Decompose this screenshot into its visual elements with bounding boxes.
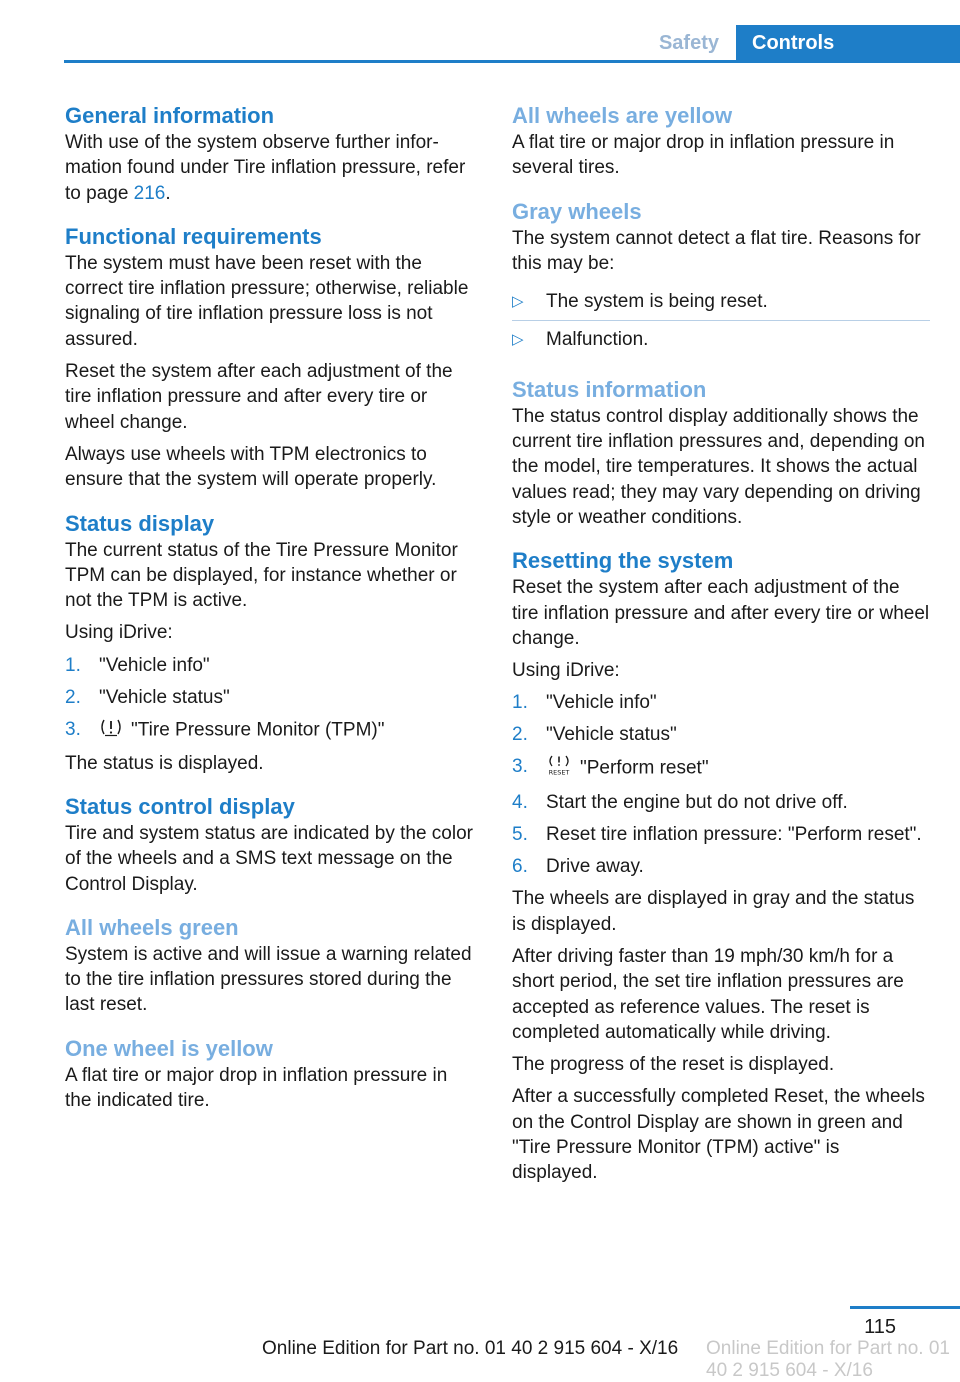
step-text: "Vehicle status" bbox=[546, 724, 677, 746]
header-chapter-tab: Controls bbox=[736, 25, 960, 61]
edition-line: Online Edition for Part no. 01 40 2 915 604 - X/16 bbox=[262, 1338, 679, 1359]
section-title-all-wheels-yellow: All wheels are yellow bbox=[512, 103, 733, 128]
page-number: 115 bbox=[864, 1316, 896, 1338]
list-item bbox=[65, 717, 477, 744]
one-wheel-yellow-paragraph: A flat tire or major drop in inflation pressure in the indicated tire. bbox=[65, 1064, 448, 1112]
status-display-paragraph-1: The current status of the Tire Pressure Monitor TPM can be displayed, for instance whether or not the TPM is active. bbox=[65, 539, 458, 612]
watermark: Online Edition for Part no. 01 40 2 915 604 - X/16 bbox=[706, 1338, 950, 1381]
list-item bbox=[512, 790, 930, 815]
resetting-using-idrive: Using iDrive: bbox=[512, 660, 620, 682]
step-text: Drive away. bbox=[546, 856, 644, 878]
list-item bbox=[512, 690, 930, 715]
section-title-all-wheels-green: All wheels green bbox=[65, 914, 239, 940]
triangle-bullet-icon: ▷ bbox=[512, 331, 524, 349]
step-number: 5. bbox=[512, 824, 528, 846]
step-text: "Vehicle info" bbox=[99, 654, 210, 676]
list-item bbox=[512, 722, 930, 747]
step-number: 3. bbox=[512, 756, 528, 778]
tire-pressure-reset-icon bbox=[546, 754, 572, 783]
list-item bbox=[512, 754, 930, 783]
step-text: Start the engine but do not drive off. bbox=[546, 792, 848, 814]
step-number: 3. bbox=[65, 718, 81, 740]
reset-icon-label: RESET bbox=[548, 768, 570, 777]
status-information-paragraph: The status control display additionally shows the current tire inflation pressures and, depending on the model, tire temperatures. It shows the actual values read; they may vary depending on driving style or weather conditions. bbox=[512, 405, 925, 528]
step-number: 1. bbox=[512, 692, 528, 714]
step-text: "Perform reset" bbox=[580, 758, 709, 780]
step-number: 2. bbox=[512, 724, 528, 746]
header-rule bbox=[64, 60, 960, 63]
resetting-paragraph-6: After a successfully completed Reset, the wheels on the Control Display are shown in green and "Tire Pressure Monitor (TPM) active" is displayed. bbox=[512, 1086, 925, 1184]
gray-wheels-paragraph: The system cannot detect a flat tire. Reasons for this may be: bbox=[512, 227, 921, 274]
gray-wheels-reasons-list bbox=[512, 283, 930, 359]
functional-requirements-paragraph-3: Always use wheels with TPM electronics to ensure that the system will operate properly. bbox=[65, 443, 437, 491]
step-text: Reset tire inflation pressure: "Perform reset". bbox=[546, 824, 922, 846]
list-item: ▷ The system is being reset. bbox=[512, 283, 930, 321]
step-text: "Vehicle status" bbox=[99, 686, 230, 708]
section-title-functional-requirements: Functional requirements bbox=[65, 223, 322, 249]
section-title-resetting-the-system: Resetting the system bbox=[512, 548, 734, 574]
functional-requirements-paragraph-2: Reset the system after each adjustment of the tire inflation pressure and after every tire or wheel change. bbox=[65, 361, 453, 433]
header-section-tab: Safety bbox=[658, 32, 719, 54]
resetting-paragraph-3: The wheels are displayed in gray and the status is displayed. bbox=[512, 888, 915, 935]
section-title-general-information: General information bbox=[65, 103, 275, 128]
triangle-bullet-icon: ▷ bbox=[512, 293, 524, 311]
list-item bbox=[512, 854, 930, 879]
list-item bbox=[512, 822, 930, 847]
list-item bbox=[65, 685, 477, 710]
list-item: ▷ Malfunction. bbox=[512, 321, 930, 358]
section-title-status-control-display: Status control display bbox=[65, 794, 295, 819]
step-number: 2. bbox=[65, 686, 81, 708]
functional-requirements-paragraph-1: The system must have been reset with the correct tire inflation pressure; otherwise, reliable signaling of tire inflation pressure loss is not assured. bbox=[65, 252, 469, 350]
step-text: "Vehicle info" bbox=[546, 692, 657, 714]
step-number: 1. bbox=[65, 654, 81, 676]
resetting-paragraph-1: Reset the system after each adjustment of the tire inflation pressure and after every tire or wheel change. bbox=[512, 577, 930, 649]
all-wheels-green-paragraph: System is active and will issue a warning related to the tire inflation pressures stored during the last reset. bbox=[65, 943, 472, 1016]
status-control-display-paragraph: Tire and system status are indicated by the color of the wheels and a SMS text message on the Control Display. bbox=[65, 823, 473, 895]
status-display-steps bbox=[65, 653, 477, 744]
list-item bbox=[65, 653, 477, 678]
page-reference-link[interactable]: 216 bbox=[133, 182, 166, 204]
left-column bbox=[65, 102, 477, 1113]
tire-pressure-warning-icon bbox=[99, 717, 123, 744]
section-title-status-information: Status information bbox=[512, 376, 707, 402]
resetting-steps bbox=[512, 690, 930, 879]
resetting-paragraph-5: The progress of the reset is displayed. bbox=[512, 1054, 835, 1076]
section-title-gray-wheels: Gray wheels bbox=[512, 198, 642, 224]
step-text: "Tire Pressure Monitor (TPM)" bbox=[131, 719, 385, 741]
general-information-text: With use of the system observe further information found under Tire inflation pressure, refer to page 216. bbox=[65, 132, 466, 204]
resetting-paragraph-4: After driving faster than 19 mph/30 km/h for a short period, the set tire inflation pressures are accepted as reference values. The reset is completed automatically while driving. bbox=[512, 945, 904, 1043]
section-title-status-display: Status display bbox=[65, 510, 215, 536]
status-display-paragraph-3: The status is displayed. bbox=[65, 752, 264, 774]
all-wheels-yellow-paragraph: A flat tire or major drop in inflation pressure in several tires. bbox=[512, 132, 895, 179]
step-number: 6. bbox=[512, 856, 528, 878]
footer-rule bbox=[850, 1306, 960, 1309]
status-display-using-idrive: Using iDrive: bbox=[65, 622, 173, 644]
right-column bbox=[512, 102, 930, 1186]
step-number: 4. bbox=[512, 792, 528, 814]
section-title-one-wheel-yellow: One wheel is yellow bbox=[65, 1035, 273, 1061]
